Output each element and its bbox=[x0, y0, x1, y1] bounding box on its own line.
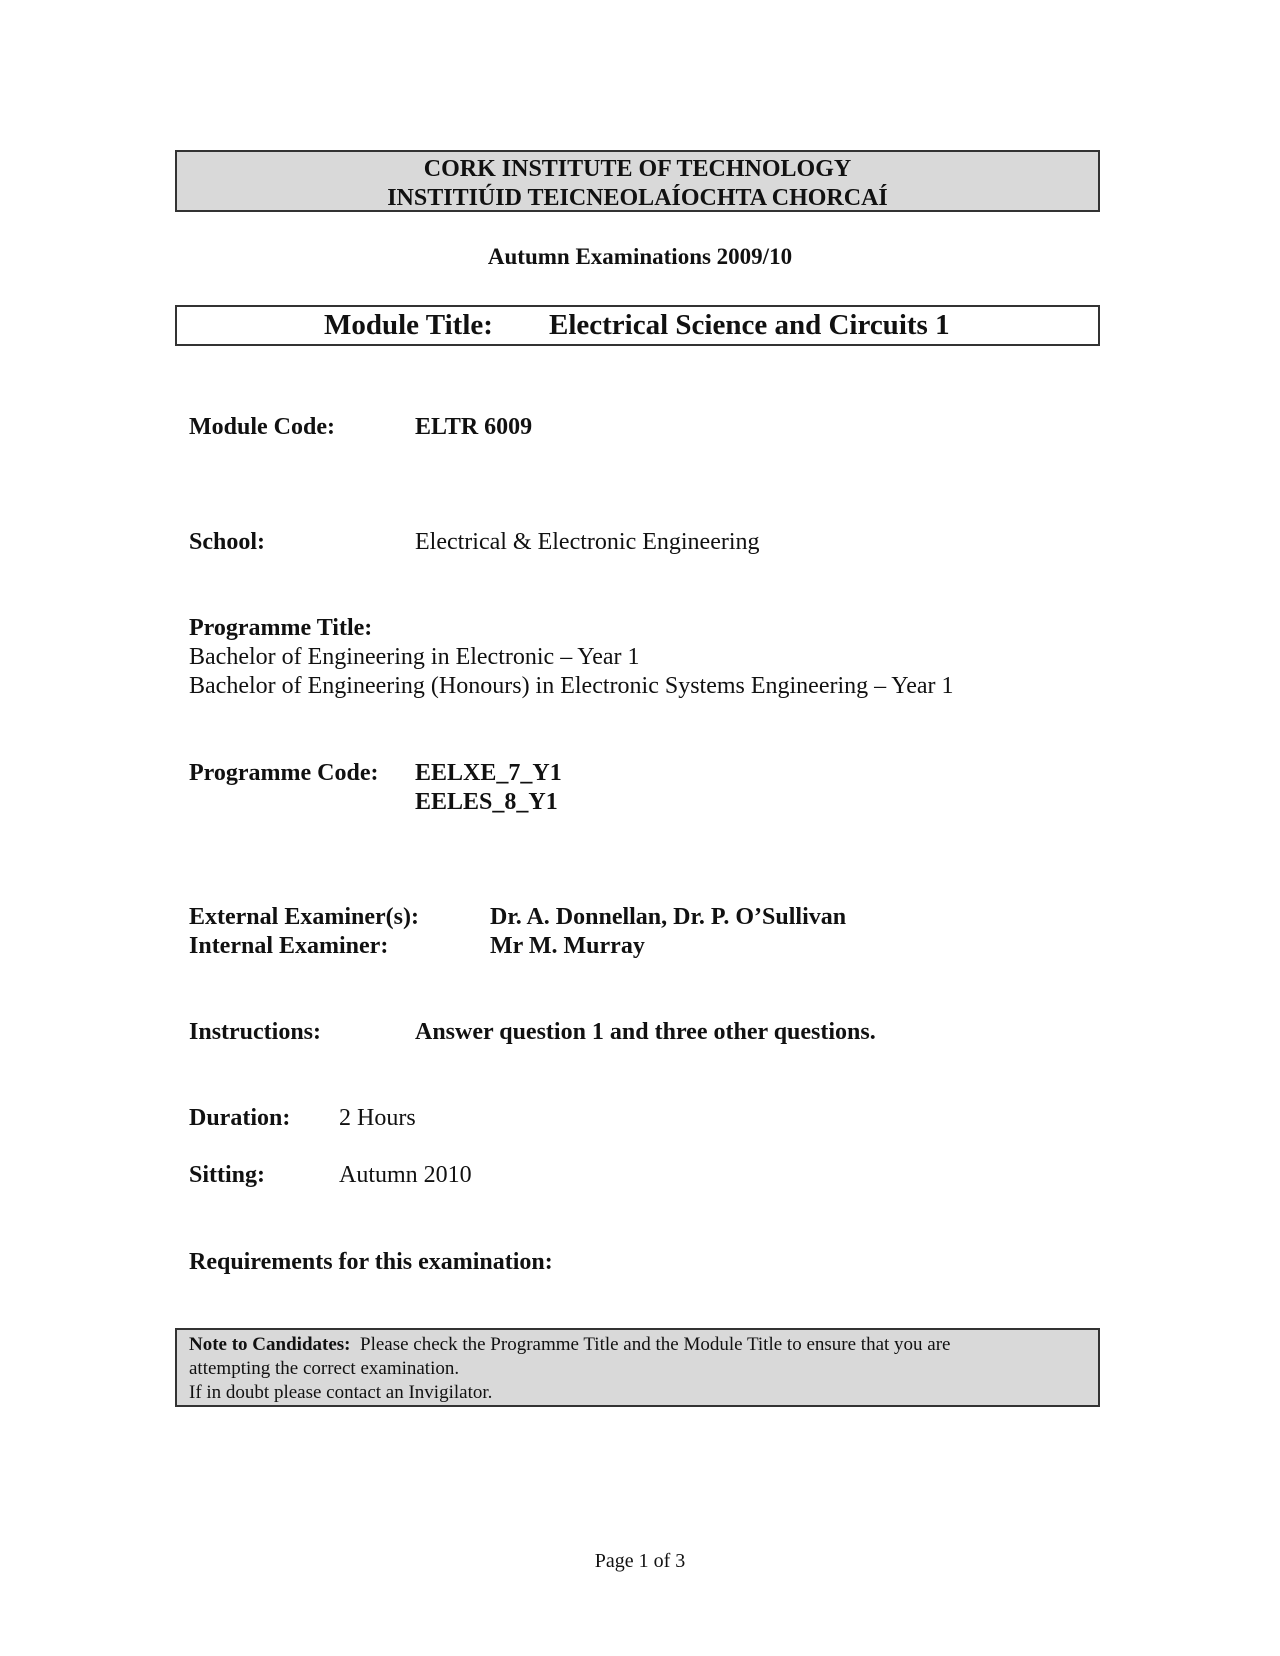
school-value: Electrical & Electronic Engineering bbox=[415, 529, 760, 555]
note-label: Note to Candidates: bbox=[189, 1334, 351, 1355]
note-to-candidates-box bbox=[175, 1328, 1100, 1407]
exam-session-title: Autumn Examinations 2009/10 bbox=[487, 244, 793, 269]
requirements-label: Requirements for this examination: bbox=[189, 1249, 553, 1275]
sitting-value: Autumn 2010 bbox=[339, 1162, 472, 1188]
module-title-box bbox=[175, 305, 1100, 346]
programme-title-line-1: Bachelor of Engineering in Electronic – Year 1 bbox=[189, 644, 640, 670]
sitting-label: Sitting: bbox=[189, 1162, 266, 1188]
note-line-3: If in doubt please contact an Invigilator. bbox=[189, 1382, 493, 1403]
institution-name-english: CORK INSTITUTE OF TECHNOLOGY bbox=[423, 156, 852, 182]
instructions-value: Answer question 1 and three other questions. bbox=[415, 1019, 876, 1045]
internal-examiner-value: Mr M. Murray bbox=[490, 933, 645, 959]
note-line-2: attempting the correct examination. bbox=[189, 1358, 460, 1379]
external-examiner-label: External Examiner(s): bbox=[189, 904, 419, 930]
programme-title-line-2: Bachelor of Engineering (Honours) in Electronic Systems Engineering – Year 1 bbox=[189, 673, 954, 699]
page-number: Page 1 of 3 bbox=[594, 1550, 686, 1572]
programme-code-label: Programme Code: bbox=[189, 760, 379, 786]
institution-name-irish: INSTITIÚID TEICNEOLAÍOCHTA CHORCAÍ bbox=[387, 185, 888, 211]
programme-code-value-2: EELES_8_Y1 bbox=[415, 789, 558, 815]
school-label: School: bbox=[189, 529, 266, 555]
institution-header bbox=[175, 150, 1100, 212]
programme-title-label: Programme Title: bbox=[189, 615, 373, 641]
module-code-value: ELTR 6009 bbox=[415, 414, 533, 440]
note-text: Please check the Programme Title and the Module Title to ensure that you are bbox=[360, 1334, 951, 1355]
module-code-label: Module Code: bbox=[189, 414, 335, 440]
module-title-label: Module Title: bbox=[324, 309, 493, 341]
internal-examiner-label: Internal Examiner: bbox=[189, 933, 389, 959]
instructions-label: Instructions: bbox=[189, 1019, 322, 1045]
programme-code-value-1: EELXE_7_Y1 bbox=[415, 760, 562, 786]
external-examiner-value: Dr. A. Donnellan, Dr. P. O’Sullivan bbox=[490, 904, 847, 930]
module-title-value: Electrical Science and Circuits 1 bbox=[549, 309, 950, 341]
note-line-1 bbox=[189, 1333, 1086, 1357]
duration-value: 2 Hours bbox=[339, 1105, 416, 1131]
duration-label: Duration: bbox=[189, 1105, 291, 1131]
